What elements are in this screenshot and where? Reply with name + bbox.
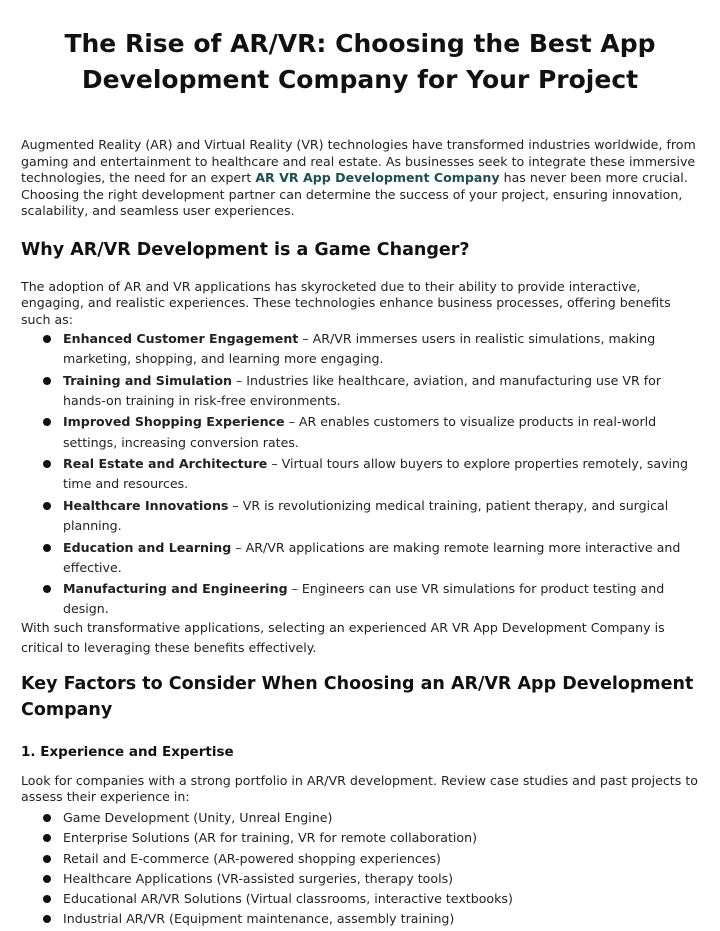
list-item — [21, 808, 699, 828]
list-item — [21, 889, 699, 909]
list-item-text: Retail and E-commerce (AR-powered shopping experiences) — [63, 850, 441, 866]
bullet-icon — [43, 855, 51, 863]
experience-list — [21, 808, 699, 930]
list-item-desc: – AR/VR applications are making remote learning more interactive and effective. — [63, 539, 681, 575]
section-heading-key-factors: Key Factors to Consider When Choosing an AR/VR App Development Company — [21, 673, 694, 720]
bullet-icon — [43, 875, 51, 883]
intro-keyword-link[interactable]: AR VR App Development Company — [255, 170, 500, 185]
bullet-icon — [43, 335, 51, 343]
intro-paragraph — [21, 137, 699, 220]
section-heading-why: Why AR/VR Development is a Game Changer? — [21, 239, 470, 260]
intro-text-before: Augmented Reality (AR) and Virtual Reality (VR) technologies have transformed industries worldwide, from gaming and entertainment to healthcare and real estate. As businesses seek to integrate these immersive technologies, the need for an expert — [21, 137, 696, 185]
list-item-term: Manufacturing and Engineering — [63, 581, 288, 597]
list-item-desc: – Industries like healthcare, aviation, and manufacturing use VR for hands-on training in risk-free environments. — [63, 372, 662, 408]
list-item — [21, 329, 699, 369]
list-item-term: Education and Learning — [63, 539, 232, 555]
subsection-paragraph-experience: Look for companies with a strong portfolio in AR/VR development. Review case studies and past projects to assess their experience in: — [21, 772, 698, 805]
list-item — [21, 828, 699, 848]
bullet-icon — [43, 460, 51, 468]
bullet-icon — [43, 834, 51, 842]
bullet-icon — [43, 418, 51, 426]
bullet-icon — [43, 915, 51, 923]
list-item-desc: – Virtual tours allow buyers to explore properties remotely, saving time and resources. — [63, 456, 689, 492]
bullet-icon — [43, 544, 51, 552]
list-item-desc: – Engineers can use VR simulations for product testing and design. — [63, 581, 665, 617]
benefits-list — [21, 329, 699, 620]
section-paragraph-why: The adoption of AR and VR applications has skyrocketed due to their ability to provide interactive, engaging, and realistic experiences. These technologies enhance business processes, offering benefits such as: — [21, 278, 671, 327]
list-item-text: Educational AR/VR Solutions (Virtual classrooms, interactive textbooks) — [63, 891, 513, 907]
list-item-term: Real Estate and Architecture — [63, 456, 268, 472]
list-item-term: Improved Shopping Experience — [63, 414, 285, 430]
list-item-desc: – AR/VR immerses users in realistic simulations, making marketing, shopping, and learning more engaging. — [63, 331, 656, 367]
bullet-icon — [43, 377, 51, 385]
bullet-icon — [43, 585, 51, 593]
list-item — [21, 849, 699, 869]
list-item-desc: – VR is revolutionizing medical training, patient therapy, and surgical planning. — [63, 497, 669, 534]
intro-text-after: has never been more crucial. Choosing the right development partner can determine the success of your project, ensuring innovation, scalability, and seamless user experiences. — [21, 170, 688, 218]
bullet-icon — [43, 814, 51, 822]
list-item — [21, 579, 699, 619]
list-item-text: Healthcare Applications (VR-assisted surgeries, therapy tools) — [63, 870, 454, 886]
list-item-term: Training and Simulation — [63, 372, 232, 388]
list-item-text: Game Development (Unity, Unreal Engine) — [63, 809, 333, 825]
list-item-text: Industrial AR/VR (Equipment maintenance, assembly training) — [63, 911, 455, 927]
list-item — [21, 538, 699, 578]
list-item-desc: – AR enables customers to visualize products in real-world settings, increasing conversion rates. — [63, 414, 657, 450]
list-item-term: Healthcare Innovations — [63, 497, 229, 513]
list-item — [21, 909, 699, 929]
list-item — [21, 869, 699, 889]
section-closing-paragraph: With such transformative applications, selecting an experienced AR VR App Development Company is critical to leveraging these benefits effectively. — [21, 619, 665, 655]
page-title: The Rise of AR/VR: Choosing the Best App Development Company for Your Project — [64, 29, 656, 94]
list-item — [21, 412, 699, 452]
bullet-icon — [43, 895, 51, 903]
bullet-icon — [43, 502, 51, 510]
list-item-text: Enterprise Solutions (AR for training, VR for remote collaboration) — [63, 830, 478, 846]
list-item — [21, 496, 699, 536]
list-item — [21, 454, 699, 494]
list-item-term: Enhanced Customer Engagement — [63, 331, 299, 346]
subsection-heading-experience: 1. Experience and Expertise — [21, 743, 234, 760]
list-item — [21, 371, 699, 411]
